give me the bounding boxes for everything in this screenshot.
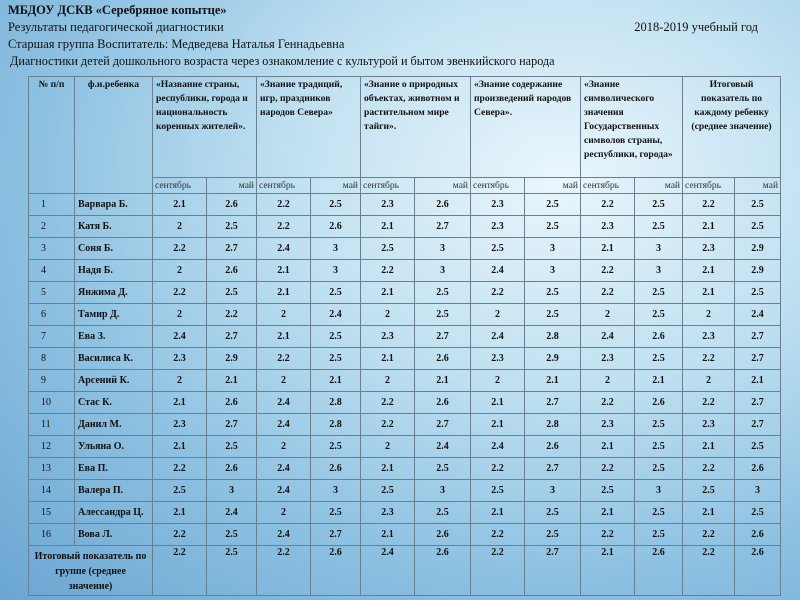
row-number: 14 <box>29 480 75 502</box>
score-cell: 2.3 <box>683 414 735 436</box>
score-cell: 2.7 <box>415 414 471 436</box>
score-cell: 2.6 <box>311 458 361 480</box>
score-cell: 2.2 <box>683 524 735 546</box>
score-cell: 2 <box>471 304 525 326</box>
score-cell: 2.4 <box>257 480 311 502</box>
score-cell: 2.5 <box>525 304 581 326</box>
score-cell: 2.5 <box>735 502 781 524</box>
score-cell: 3 <box>525 480 581 502</box>
score-cell: 2.7 <box>525 392 581 414</box>
group-total-cell: 2.6 <box>311 546 361 596</box>
score-cell: 2.1 <box>153 392 207 414</box>
score-cell: 2.7 <box>311 524 361 546</box>
score-cell: 2 <box>257 436 311 458</box>
score-cell: 2.5 <box>361 480 415 502</box>
score-cell: 2.1 <box>683 216 735 238</box>
score-cell: 2.4 <box>581 326 635 348</box>
child-name: Янжима Д. <box>75 282 153 304</box>
score-cell: 2.1 <box>581 238 635 260</box>
score-cell: 2.1 <box>415 370 471 392</box>
document-header <box>8 2 798 70</box>
score-cell: 2.3 <box>471 216 525 238</box>
score-cell: 2.6 <box>207 260 257 282</box>
score-cell: 2.4 <box>257 524 311 546</box>
score-cell: 2 <box>153 216 207 238</box>
score-cell: 2.5 <box>635 216 683 238</box>
score-cell: 2.1 <box>471 392 525 414</box>
score-cell: 2.4 <box>257 392 311 414</box>
score-cell: 2.6 <box>635 392 683 414</box>
score-cell: 2.1 <box>683 436 735 458</box>
child-name: Василиса К. <box>75 348 153 370</box>
score-cell: 2.8 <box>525 326 581 348</box>
period-may: май <box>635 178 683 194</box>
col-header-country: «Название страны, республики, города и национальность коренных жителей». <box>153 77 257 178</box>
row-number: 9 <box>29 370 75 392</box>
group-total-label: Итоговый показатель по группе (среднее значение) <box>29 546 153 596</box>
score-cell: 2.2 <box>471 458 525 480</box>
score-cell: 2.4 <box>257 414 311 436</box>
score-cell: 2 <box>153 304 207 326</box>
period-may: май <box>525 178 581 194</box>
score-cell: 2.1 <box>361 348 415 370</box>
score-cell: 2.2 <box>581 392 635 414</box>
score-cell: 2.1 <box>257 282 311 304</box>
report-title: Результаты педагогической диагностики <box>8 20 224 34</box>
score-cell: 2 <box>153 370 207 392</box>
score-cell: 2.9 <box>735 238 781 260</box>
score-cell: 2.5 <box>525 282 581 304</box>
score-cell: 2.2 <box>683 194 735 216</box>
row-number: 3 <box>29 238 75 260</box>
table-row <box>29 524 781 546</box>
score-cell: 2 <box>361 370 415 392</box>
score-cell: 2.5 <box>207 216 257 238</box>
row-number: 4 <box>29 260 75 282</box>
period-september: сентябрь <box>471 178 525 194</box>
period-may: май <box>311 178 361 194</box>
period-may: май <box>207 178 257 194</box>
score-cell: 2.5 <box>361 238 415 260</box>
child-name: Ульяна О. <box>75 436 153 458</box>
score-cell: 2.5 <box>635 414 683 436</box>
score-cell: 2.1 <box>361 216 415 238</box>
score-cell: 2.6 <box>415 348 471 370</box>
child-name: Валера П. <box>75 480 153 502</box>
table-row <box>29 348 781 370</box>
child-name: Ева П. <box>75 458 153 480</box>
score-cell: 2.5 <box>311 326 361 348</box>
score-cell: 2.7 <box>735 392 781 414</box>
score-cell: 2.2 <box>471 524 525 546</box>
score-cell: 2.5 <box>635 304 683 326</box>
group-teacher-line: Старшая группа Воспитатель: Медведева Наталья Геннадьевна <box>8 37 345 51</box>
score-cell: 2.1 <box>581 502 635 524</box>
col-header-child-total: Итоговый показатель по каждому ребенку (среднее значение) <box>683 77 781 178</box>
child-name: Ева З. <box>75 326 153 348</box>
score-cell: 2.3 <box>471 348 525 370</box>
group-total-cell: 2.1 <box>581 546 635 596</box>
group-total-cell: 2.5 <box>207 546 257 596</box>
score-cell: 2.5 <box>311 348 361 370</box>
score-cell: 3 <box>635 260 683 282</box>
score-cell: 2 <box>361 304 415 326</box>
score-cell: 2.7 <box>525 458 581 480</box>
row-number: 11 <box>29 414 75 436</box>
score-cell: 3 <box>415 260 471 282</box>
row-number: 10 <box>29 392 75 414</box>
row-number: 16 <box>29 524 75 546</box>
score-cell: 2.2 <box>361 414 415 436</box>
score-cell: 2.6 <box>735 458 781 480</box>
score-cell: 2.3 <box>471 194 525 216</box>
score-cell: 2.5 <box>207 524 257 546</box>
score-cell: 3 <box>311 480 361 502</box>
score-cell: 3 <box>525 260 581 282</box>
score-cell: 2.5 <box>525 524 581 546</box>
score-cell: 2.5 <box>525 502 581 524</box>
score-cell: 2.5 <box>415 304 471 326</box>
score-cell: 2.6 <box>635 326 683 348</box>
table-row <box>29 502 781 524</box>
group-total-row <box>29 546 781 596</box>
score-cell: 2.1 <box>635 370 683 392</box>
period-september: сентябрь <box>153 178 207 194</box>
table-row <box>29 414 781 436</box>
group-total-cell: 2.2 <box>683 546 735 596</box>
row-number: 12 <box>29 436 75 458</box>
child-name: Данил М. <box>75 414 153 436</box>
score-cell: 2.3 <box>153 348 207 370</box>
child-name: Тамир Д. <box>75 304 153 326</box>
score-cell: 2.2 <box>257 216 311 238</box>
table-row <box>29 194 781 216</box>
child-name: Варвара Б. <box>75 194 153 216</box>
score-cell: 2.2 <box>153 458 207 480</box>
score-cell: 2.2 <box>581 260 635 282</box>
group-total-cell: 2.7 <box>525 546 581 596</box>
score-cell: 2.4 <box>471 436 525 458</box>
table-row <box>29 370 781 392</box>
score-cell: 2.3 <box>153 414 207 436</box>
score-cell: 2.2 <box>471 282 525 304</box>
score-cell: 2.1 <box>153 436 207 458</box>
score-cell: 2.1 <box>581 436 635 458</box>
score-cell: 2.2 <box>683 392 735 414</box>
col-header-literature: «Знание содержание произведений народов Севера». <box>471 77 581 178</box>
score-cell: 2.1 <box>153 502 207 524</box>
score-cell: 2.1 <box>361 524 415 546</box>
row-number: 6 <box>29 304 75 326</box>
score-cell: 3 <box>635 480 683 502</box>
score-cell: 2.1 <box>361 282 415 304</box>
score-cell: 2.6 <box>735 524 781 546</box>
row-number: 13 <box>29 458 75 480</box>
table-row <box>29 216 781 238</box>
score-cell: 2.5 <box>635 348 683 370</box>
score-cell: 2.6 <box>415 524 471 546</box>
score-cell: 2.5 <box>735 282 781 304</box>
row-number: 1 <box>29 194 75 216</box>
child-name: Катя Б. <box>75 216 153 238</box>
score-cell: 2 <box>153 260 207 282</box>
score-cell: 2.5 <box>415 282 471 304</box>
table-row <box>29 436 781 458</box>
score-cell: 2.4 <box>207 502 257 524</box>
score-cell: 2.3 <box>581 348 635 370</box>
table-body <box>29 194 781 596</box>
score-cell: 2.2 <box>683 348 735 370</box>
score-cell: 2 <box>257 502 311 524</box>
table-row <box>29 238 781 260</box>
score-cell: 2.2 <box>257 194 311 216</box>
institution-name: МБДОУ ДСКВ «Серебряное копытце» <box>8 3 227 17</box>
score-cell: 2.5 <box>635 502 683 524</box>
score-cell: 3 <box>525 238 581 260</box>
score-cell: 2.5 <box>735 216 781 238</box>
score-cell: 2.5 <box>153 480 207 502</box>
score-cell: 2.4 <box>311 304 361 326</box>
score-cell: 2.1 <box>311 370 361 392</box>
period-may: май <box>735 178 781 194</box>
score-cell: 2.5 <box>207 282 257 304</box>
score-cell: 3 <box>735 480 781 502</box>
score-cell: 2.3 <box>581 414 635 436</box>
score-cell: 2.3 <box>581 216 635 238</box>
child-name: Вова Л. <box>75 524 153 546</box>
score-cell: 2 <box>683 370 735 392</box>
score-cell: 2.6 <box>311 216 361 238</box>
score-cell: 2.5 <box>207 436 257 458</box>
score-cell: 3 <box>415 480 471 502</box>
period-september: сентябрь <box>581 178 635 194</box>
score-cell: 2.2 <box>153 282 207 304</box>
score-cell: 3 <box>207 480 257 502</box>
score-cell: 2.8 <box>311 392 361 414</box>
score-cell: 2.5 <box>415 502 471 524</box>
score-cell: 2.1 <box>471 502 525 524</box>
score-cell: 2.7 <box>415 326 471 348</box>
score-cell: 3 <box>311 260 361 282</box>
score-cell: 2.5 <box>525 194 581 216</box>
score-cell: 2 <box>257 370 311 392</box>
child-name: Соня Б. <box>75 238 153 260</box>
col-header-symbols: «Знание символического значения Государственных символов страны, республики, города» <box>581 77 683 178</box>
row-number: 5 <box>29 282 75 304</box>
score-cell: 2.7 <box>735 414 781 436</box>
score-cell: 2 <box>581 370 635 392</box>
group-total-cell: 2.6 <box>415 546 471 596</box>
score-cell: 3 <box>635 238 683 260</box>
period-may: май <box>415 178 471 194</box>
score-cell: 2 <box>257 304 311 326</box>
score-cell: 2.1 <box>361 458 415 480</box>
row-number: 2 <box>29 216 75 238</box>
school-year: 2018-2019 учебный год <box>634 20 758 34</box>
score-cell: 2.6 <box>525 436 581 458</box>
score-cell: 2.1 <box>257 326 311 348</box>
score-cell: 2.3 <box>361 326 415 348</box>
row-number: 8 <box>29 348 75 370</box>
child-name: Стас К. <box>75 392 153 414</box>
table-row <box>29 326 781 348</box>
score-cell: 2.9 <box>735 260 781 282</box>
score-cell: 2 <box>581 304 635 326</box>
score-cell: 2.6 <box>207 392 257 414</box>
score-cell: 2.6 <box>415 194 471 216</box>
score-cell: 2.6 <box>207 194 257 216</box>
score-cell: 2.5 <box>635 458 683 480</box>
score-cell: 2.5 <box>525 216 581 238</box>
score-cell: 2.6 <box>207 458 257 480</box>
child-name: Надя Б. <box>75 260 153 282</box>
score-cell: 2.5 <box>735 436 781 458</box>
score-cell: 2.5 <box>735 194 781 216</box>
group-total-cell: 2.6 <box>635 546 683 596</box>
score-cell: 2.2 <box>581 194 635 216</box>
score-cell: 2.2 <box>581 282 635 304</box>
score-cell: 2.7 <box>415 216 471 238</box>
score-cell: 2.4 <box>257 458 311 480</box>
group-total-cell: 2.2 <box>471 546 525 596</box>
score-cell: 2.4 <box>471 326 525 348</box>
score-cell: 2.5 <box>635 524 683 546</box>
score-cell: 2 <box>361 436 415 458</box>
score-cell: 2.1 <box>683 282 735 304</box>
score-cell: 2.5 <box>635 436 683 458</box>
score-cell: 2.1 <box>471 414 525 436</box>
score-cell: 3 <box>415 238 471 260</box>
score-cell: 2.2 <box>581 524 635 546</box>
score-cell: 2.3 <box>361 502 415 524</box>
col-header-name: ф.и.ребенка <box>75 77 153 194</box>
group-total-cell: 2.2 <box>257 546 311 596</box>
table-row <box>29 304 781 326</box>
score-cell: 2.5 <box>581 480 635 502</box>
report-title-row <box>8 19 798 36</box>
col-header-traditions: «Знание традиций, игр, праздников народов Севера» <box>257 77 361 178</box>
score-cell: 2.3 <box>361 194 415 216</box>
table-row <box>29 480 781 502</box>
score-cell: 2.2 <box>207 304 257 326</box>
score-cell: 2.5 <box>471 480 525 502</box>
score-cell: 2.7 <box>207 414 257 436</box>
group-total-cell: 2.6 <box>735 546 781 596</box>
diagnostics-subtitle: Диагностики детей дошкольного возраста через ознакомление с культурой и бытом эвенкийского народа <box>10 54 555 68</box>
score-cell: 2.5 <box>683 480 735 502</box>
group-total-cell: 2.2 <box>153 546 207 596</box>
score-cell: 2.4 <box>415 436 471 458</box>
score-cell: 2.5 <box>311 282 361 304</box>
score-cell: 2.2 <box>257 348 311 370</box>
table-row <box>29 458 781 480</box>
score-cell: 2.3 <box>683 326 735 348</box>
score-cell: 2.7 <box>735 326 781 348</box>
score-cell: 2.4 <box>257 238 311 260</box>
score-cell: 2.5 <box>635 194 683 216</box>
score-cell: 2 <box>683 304 735 326</box>
score-cell: 2.1 <box>683 260 735 282</box>
score-cell: 2.5 <box>471 238 525 260</box>
score-cell: 2.2 <box>683 458 735 480</box>
period-september: сентябрь <box>257 178 311 194</box>
table-row <box>29 392 781 414</box>
score-cell: 3 <box>311 238 361 260</box>
period-september: сентябрь <box>361 178 415 194</box>
col-header-nature: «Знание о природных объектах, животном и растительном мире тайги». <box>361 77 471 178</box>
score-cell: 2.5 <box>635 282 683 304</box>
score-cell: 2.8 <box>311 414 361 436</box>
score-cell: 2.1 <box>207 370 257 392</box>
score-cell: 2.7 <box>207 326 257 348</box>
diagnostics-table <box>28 76 781 596</box>
score-cell: 2.4 <box>471 260 525 282</box>
child-name: Алессандра Ц. <box>75 502 153 524</box>
score-cell: 2.5 <box>415 458 471 480</box>
score-cell: 2.9 <box>525 348 581 370</box>
score-cell: 2.7 <box>207 238 257 260</box>
row-number: 7 <box>29 326 75 348</box>
group-total-cell: 2.4 <box>361 546 415 596</box>
score-cell: 2.3 <box>683 238 735 260</box>
score-cell: 2.2 <box>361 260 415 282</box>
table-row <box>29 260 781 282</box>
period-september: сентябрь <box>683 178 735 194</box>
score-cell: 2 <box>471 370 525 392</box>
score-cell: 2.1 <box>257 260 311 282</box>
score-cell: 2.5 <box>311 194 361 216</box>
score-cell: 2.5 <box>311 502 361 524</box>
score-cell: 2.5 <box>311 436 361 458</box>
score-cell: 2.2 <box>361 392 415 414</box>
score-cell: 2.1 <box>735 370 781 392</box>
score-cell: 2.6 <box>415 392 471 414</box>
score-cell: 2.1 <box>525 370 581 392</box>
child-name: Арсений К. <box>75 370 153 392</box>
score-cell: 2.4 <box>153 326 207 348</box>
col-header-num: № п/п <box>29 77 75 194</box>
score-cell: 2.4 <box>735 304 781 326</box>
score-cell: 2.9 <box>207 348 257 370</box>
score-cell: 2.2 <box>581 458 635 480</box>
table-row <box>29 282 781 304</box>
score-cell: 2.2 <box>153 238 207 260</box>
score-cell: 2.1 <box>683 502 735 524</box>
score-cell: 2.1 <box>153 194 207 216</box>
row-number: 15 <box>29 502 75 524</box>
score-cell: 2.8 <box>525 414 581 436</box>
header-row <box>29 77 781 178</box>
score-cell: 2.2 <box>153 524 207 546</box>
score-cell: 2.7 <box>735 348 781 370</box>
